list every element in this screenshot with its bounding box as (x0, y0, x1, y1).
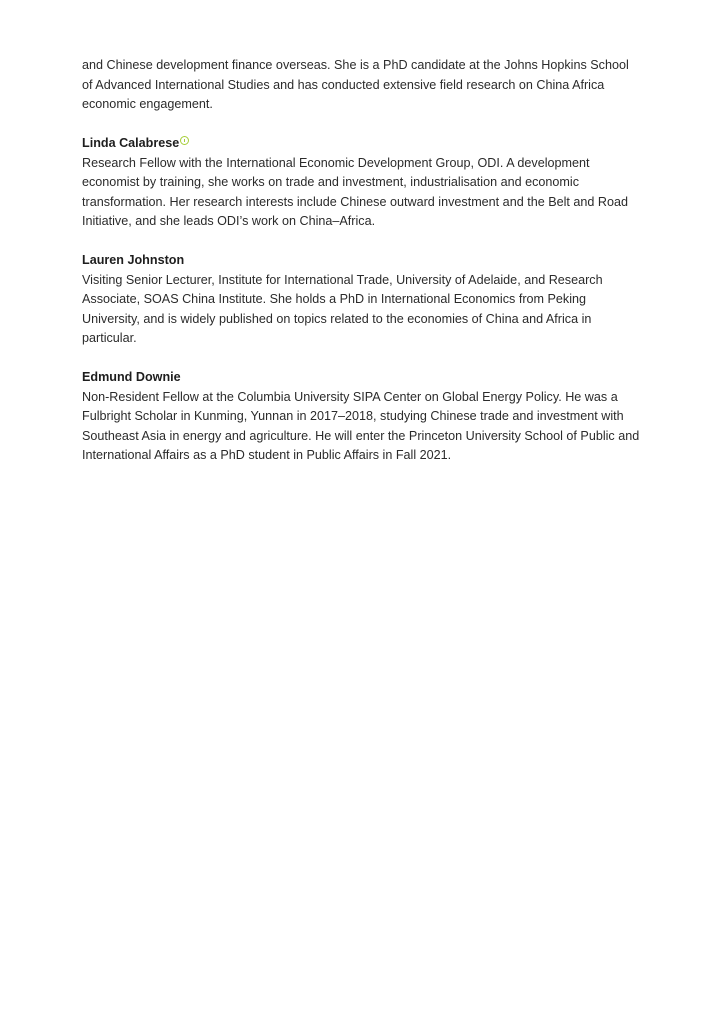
bio-name: Linda Calabrese (82, 136, 180, 150)
bio-text: Research Fellow with the International Economic Development Group, ODI. A development economist by training, she works on trade and investment, industrialisation and economic transformation. Her research interests include Chinese outward investment and the Belt and Road Initiative, and she leads ODI’s work on China–Africa. (82, 155, 629, 228)
bio-text: Visiting Senior Lecturer, Institute for International Trade, University of Adelaide, and Research Associate, SOAS China Institute. She holds a PhD in International Economics from Peking University, and is widely published on topics related to the economies of China and Africa in particular. (82, 272, 603, 345)
bio-linda-calabrese (82, 134, 642, 232)
bio-lauren-johnston (82, 251, 642, 349)
bio-name: Edmund Downie (82, 370, 181, 384)
page-content (82, 56, 642, 466)
bio-name-heading (82, 134, 642, 154)
bio-name-heading (82, 368, 642, 388)
orcid-icon[interactable] (180, 136, 189, 145)
bio-text: Non-Resident Fellow at the Columbia University SIPA Center on Global Energy Policy. He was a Fulbright Scholar in Kunming, Yunnan in 2017–2018, studying Chinese trade and investment with Southeast Asia in energy and agriculture. He will enter the Princeton University School of Public and International Affairs as a PhD student in Public Affairs in Fall 2021. (82, 389, 640, 462)
intro-paragraph: and Chinese development finance overseas. She is a PhD candidate at the Johns Hopkins School of Advanced International Studies and has conducted extensive field research on China Africa economic engagement. (82, 58, 629, 111)
bio-name-heading (82, 251, 642, 271)
bio-edmund-downie (82, 368, 642, 466)
bio-name: Lauren Johnston (82, 253, 185, 267)
